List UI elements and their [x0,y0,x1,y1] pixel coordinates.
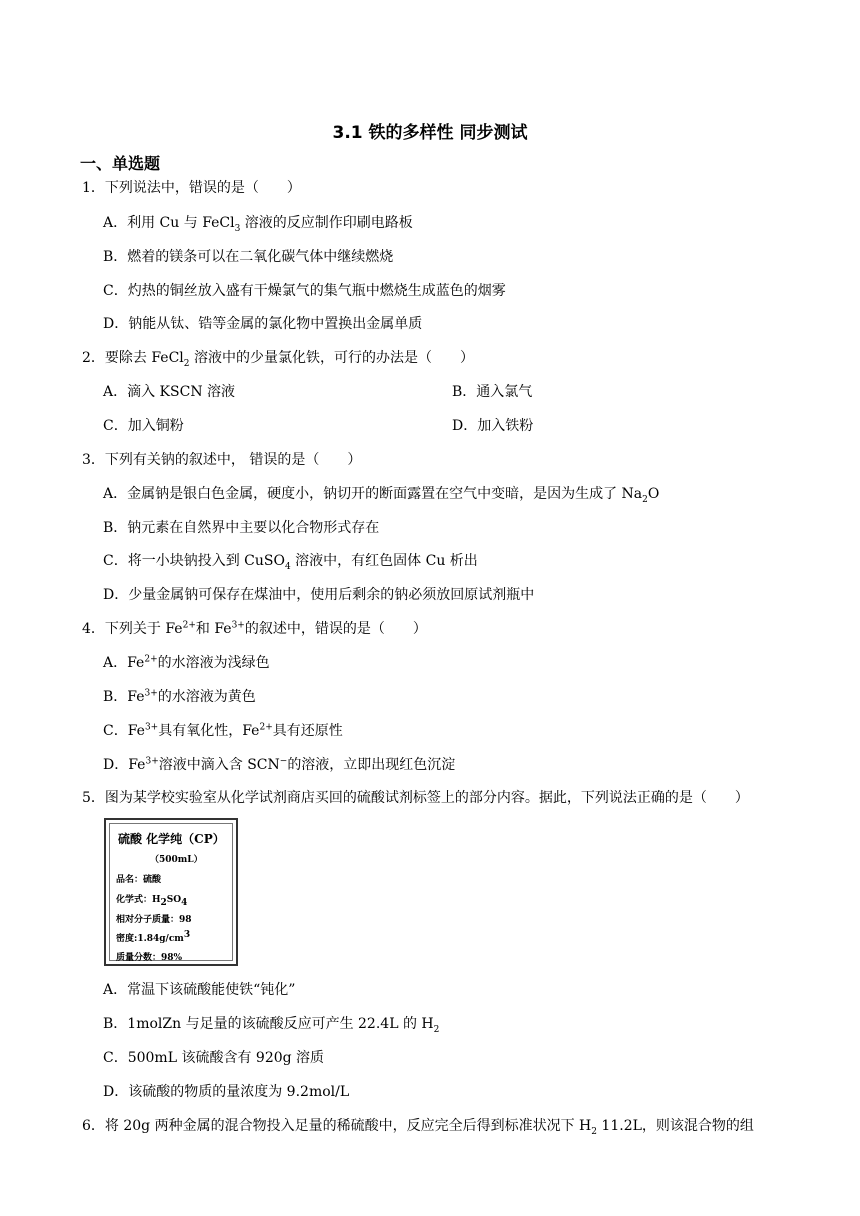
reagent-label-image [104,818,238,966]
question-1-option-c: C．灼热的铜丝放入盛有干燥氯气的集气瓶中燃烧生成蓝色的烟雾 [103,283,506,299]
question-4-option-d: D．$Fe^{3+}$溶液中滴入含 SCN−的溶液，立即出现红色沉淀 [103,756,456,773]
question-4-option-a: A．$Fe^{2+}$的水溶液为浅绿色 [103,654,270,671]
question-5-option-a: A．常温下该硫酸能使铁“钝化” [103,982,296,998]
question-5-option-c: C．500mL 该硫酸含有 920g 溶质 [103,1050,325,1066]
question-4-stem: 4．下列关于 $Fe^{2+}$和 $Fe^{3+}$的叙述中，错误的是（ ） [82,620,427,637]
question-6-stem: 6．将 20g 两种金属的混合物投入足量的稀硫酸中，反应完全后得到标准状况下 $H_2$ 11.2L，则该混合物的组 [82,1118,754,1137]
label-density: 密度$:1.84g/cm^3$ [116,930,191,944]
question-5-option-d: D．该硫酸的物质的量浓度为 9.2mol/L [103,1084,350,1100]
label-formula: 化学式：$H_2SO_4$ [116,895,188,908]
label-heading: 硫酸 化学纯（CP） [118,832,225,846]
question-3-stem: 3．下列有关钠的叙述中， 错误的是（ ） [82,452,362,468]
question-1-option-d: D．钠能从钛、锆等金属的氯化物中置换出金属单质 [103,316,423,332]
section-heading: 一、单选题 [80,154,161,173]
label-volume: （500mL） [150,855,203,865]
question-3-option-c: C．将一小块钠投入到 CuSO$_4$ 溶液中，有红色固体 Cu 析出 [103,553,478,572]
question-4-option-b: B．$Fe^{3+}$的水溶液为黄色 [103,688,256,705]
question-2-option-a: A．滴入 KSCN 溶液 [103,384,236,400]
question-2-option-b: B．通入氯气 [452,384,533,400]
question-3-option-a: A．金属钠是银白色金属，硬度小，钠切开的断面露置在空气中变暗，是因为生成了 $Na_2O$ [103,486,660,505]
label-name: 品名：硫酸 [116,875,162,885]
question-2-option-c: C．加入铜粉 [103,418,184,434]
question-1-option-a: A．利用 Cu 与 FeCl$_3$ 溶液的反应制作印刷电路板 [103,215,413,234]
question-2-stem: 2．要除去 FeCl$_2$ 溶液中的少量氯化铁，可行的办法是（ ） [82,350,474,369]
question-1-stem: 1．下列说法中，错误的是（ ） [82,180,301,196]
label-molar-mass: 相对分子质量：98 [116,915,192,925]
page-title: 3.1 铁的多样性 同步测试 [332,123,528,143]
question-5-option-b: B．1molZn 与足量的该硫酸反应可产生 22.4L 的 $H_2$ [103,1016,440,1035]
question-1-option-b: B．燃着的镁条可以在二氧化碳气体中继续燃烧 [103,249,394,265]
question-2-option-d: D．加入铁粉 [452,418,534,434]
question-5-stem: 5．图为某学校实验室从化学试剂商店买回的硫酸试剂标签上的部分内容。据此，下列说法正确的是（ ） [82,790,749,806]
question-4-option-c: C．$Fe^{3+}$具有氧化性，$Fe^{2+}$具有还原性 [103,722,343,739]
question-3-option-b: B．钠元素在自然界中主要以化合物形式存在 [103,520,380,536]
label-mass-fraction: 质量分数：98% [116,953,183,963]
question-3-option-d: D．少量金属钠可保存在煤油中，使用后剩余的钠必须放回原试剂瓶中 [103,587,535,603]
